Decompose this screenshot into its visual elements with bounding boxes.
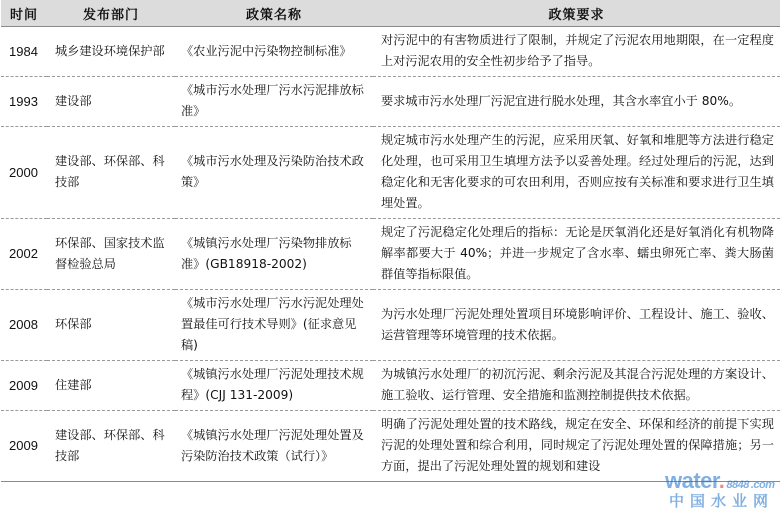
- cell-policy: 《城市污水处理及污染防治技术政策》: [175, 127, 373, 219]
- cell-dept: 建设部: [47, 77, 175, 127]
- cell-dept: 建设部、环保部、科技部: [47, 127, 175, 219]
- header-dept: 发布部门: [47, 0, 175, 27]
- table-row: [1, 361, 780, 411]
- cell-year: 2008: [1, 290, 47, 361]
- cell-dept: 住建部: [47, 361, 175, 411]
- watermark-number: 8848: [726, 479, 749, 491]
- cell-year: 2009: [1, 361, 47, 411]
- cell-dept: 城乡建设环境保护部: [47, 27, 175, 77]
- header-year: 时间: [1, 0, 47, 27]
- cell-policy: 《城市污水处理厂污水污泥处理处置最佳可行技术导则》(征求意见稿): [175, 290, 373, 361]
- table-row: [1, 411, 780, 482]
- cell-requirement: 对污泥中的有害物质进行了限制，并规定了污泥农用地期限，在一定程度上对污泥农用的安全性初步给予了指导。: [373, 27, 780, 77]
- policy-table: [1, 0, 780, 482]
- cell-policy: 《城镇污水处理厂污泥处理处置及污染防治技术政策（试行）》: [175, 411, 373, 482]
- watermark-suffix: .com: [750, 479, 775, 491]
- cell-year: 1993: [1, 77, 47, 127]
- cell-policy: 《城市污水处理厂污水污泥排放标准》: [175, 77, 373, 127]
- cell-year: 2000: [1, 127, 47, 219]
- header-requirement: 政策要求: [373, 0, 780, 27]
- cell-requirement: 明确了污泥处理处置的技术路线，规定在安全、环保和经济的前提下实现污泥的处理处置和综合利用，同时规定了污泥处理处置的保障措施；另一方面，提出了污泥处理处置的规划和建设: [373, 411, 780, 482]
- table-row: [1, 77, 780, 127]
- header-row: [1, 0, 780, 27]
- cell-year: 2002: [1, 219, 47, 290]
- watermark-brand-text: water: [665, 468, 719, 493]
- cell-year: 1984: [1, 27, 47, 77]
- table-row: [1, 127, 780, 219]
- cell-requirement: 规定城市污水处理产生的污泥，应采用厌氧、好氧和堆肥等方法进行稳定化处理，也可采用卫生填埋方法予以妥善处理。经过处理后的污泥，达到稳定化和无害化要求的可农田利用，否则应按有关标准和要求进行卫生填埋处置。: [373, 127, 780, 219]
- cell-dept: 建设部、环保部、科技部: [47, 411, 175, 482]
- watermark-dot: .: [718, 468, 725, 493]
- cell-dept: 环保部: [47, 290, 175, 361]
- header-policy: 政策名称: [175, 0, 373, 27]
- cell-requirement: 为城镇污水处理厂的初沉污泥、剩余污泥及其混合污泥处理的方案设计、施工验收、运行管理、安全措施和监测控制提供技术依据。: [373, 361, 780, 411]
- table-row: [1, 219, 780, 290]
- cell-requirement: 要求城市污水处理厂污泥宜进行脱水处理，其含水率宜小于 80%。: [373, 77, 780, 127]
- cell-requirement: 为污水处理厂污泥处理处置项目环境影响评价、工程设计、施工、验收、运营管理等环境管理的技术依据。: [373, 290, 780, 361]
- cell-dept: 环保部、国家技术监督检验总局: [47, 219, 175, 290]
- cell-requirement: 规定了污泥稳定化处理后的指标：无论是厌氧消化还是好氧消化有机物降解率都要大于 40%；并进一步规定了含水率、蠕虫卵死亡率、粪大肠菌群值等指标限值。: [373, 219, 780, 290]
- watermark-cn-name: 中国水业网: [669, 492, 775, 510]
- table-row: [1, 290, 780, 361]
- cell-policy: 《城镇污水处理厂污染物排放标准》(GB18918-2002): [175, 219, 373, 290]
- table-row: [1, 27, 780, 77]
- cell-year: 2009: [1, 411, 47, 482]
- cell-policy: 《城镇污水处理厂污泥处理技术规程》(CJJ 131-2009): [175, 361, 373, 411]
- cell-policy: 《农业污泥中污染物控制标准》: [175, 27, 373, 77]
